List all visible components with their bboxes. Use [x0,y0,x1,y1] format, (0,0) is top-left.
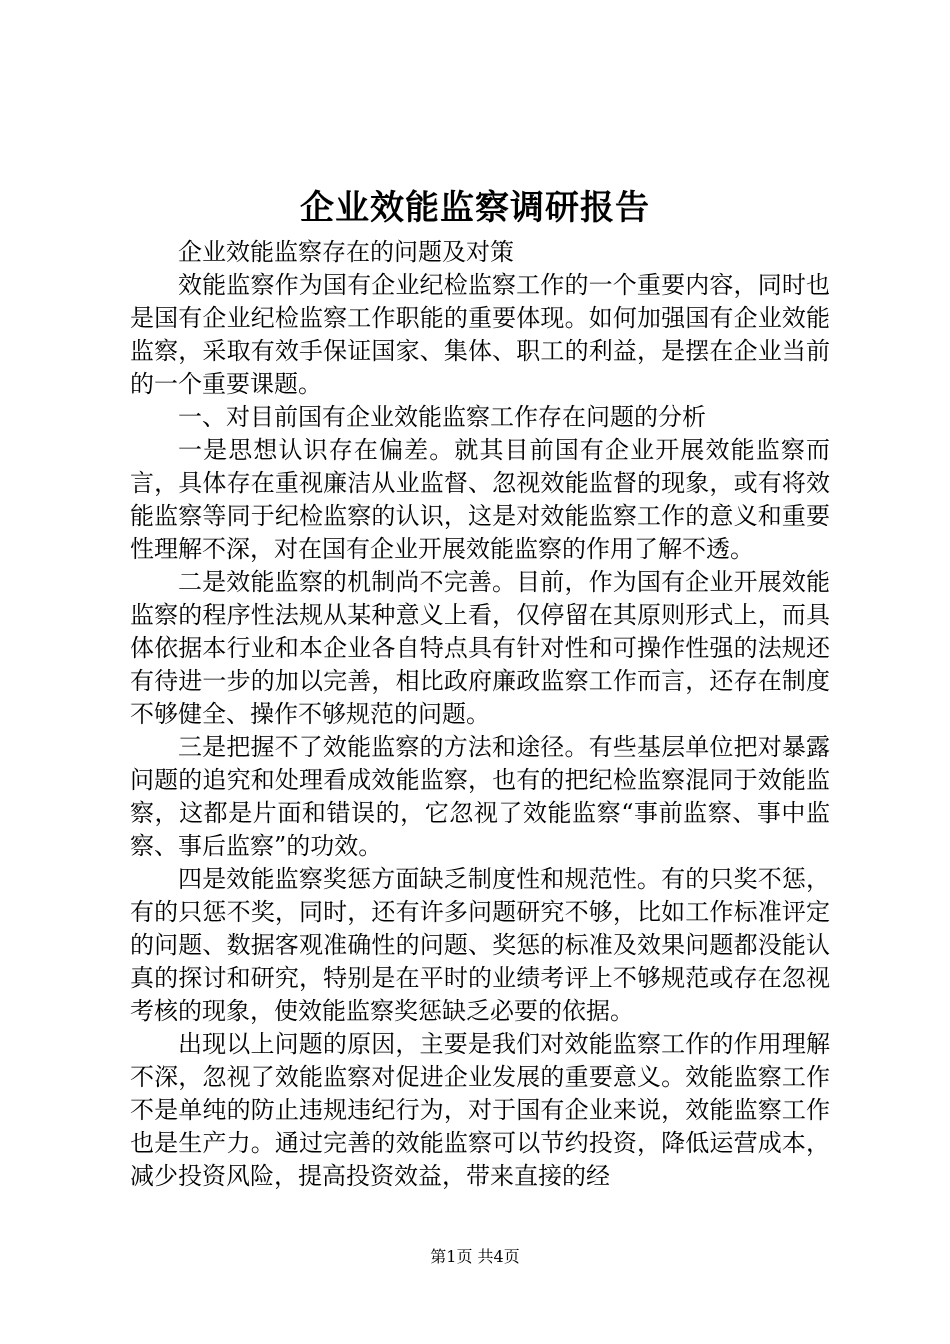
paragraph-point-4: 四是效能监察奖惩方面缺乏制度性和规范性。有的只奖不惩，有的只惩不奖，同时，还有许多问题研究不够，比如工作标准评定的问题、数据客观准确性的问题、奖惩的标准及效果问题都没能认真的探讨和研究，特别是在平时的业绩考评上不够规范或存在忽视考核的现象，使效能监察奖惩缺乏必要的依据。 [130,865,830,1025]
paragraph-point-1: 一是思想认识存在偏差。就其目前国有企业开展效能监察而言，具体存在重视廉洁从业监督、忽视效能监督的现象，或有将效能监察等同于纪检监察的认识，这是对效能监察工作的意义和重要性理解不深，对在国有企业开展效能监察的作用了解不透。 [130,436,830,563]
paragraph-intro: 效能监察作为国有企业纪检监察工作的一个重要内容，同时也是国有企业纪检监察工作职能的重要体现。如何加强国有企业效能监察，采取有效手保证国家、集体、职工的利益，是摆在企业当前的一个重要课题。 [130,271,830,398]
document-title: 企业效能监察调研报告 [300,188,650,228]
section-heading: 一、对目前国有企业效能监察工作存在问题的分析 [178,403,706,431]
paragraph-causes: 出现以上问题的原因，主要是我们对效能监察工作的作用理解不深，忽视了效能监察对促进企业发展的重要意义。效能监察工作不是单纯的防止违规违纪行为，对于国有企业来说，效能监察工作也是生产力。通过完善的效能监察可以节约投资，降低运营成本，减少投资风险，提高投资效益，带来直接的经 [130,1030,830,1190]
document-body [130,236,830,1193]
page-number-footer: 第1页 共4页 [430,1247,520,1266]
paragraph-point-2: 二是效能监察的机制尚不完善。目前，作为国有企业开展效能监察的程序性法规从某种意义上看，仅停留在其原则形式上，而具体依据本行业和本企业各自特点具有针对性和可操作性强的法规还有待进一步的加以完善，相比政府廉政监察工作而言，还存在制度不够健全、操作不够规范的问题。 [130,568,830,728]
paragraph-point-3: 三是把握不了效能监察的方法和途径。有些基层单位把对暴露问题的追究和处理看成效能监察，也有的把纪检监察混同于效能监察，这都是片面和错误的，它忽视了效能监察“事前监察、事中监察、事后监察”的功效。 [130,733,830,860]
paragraph-subtitle: 企业效能监察存在的问题及对策 [178,238,514,266]
